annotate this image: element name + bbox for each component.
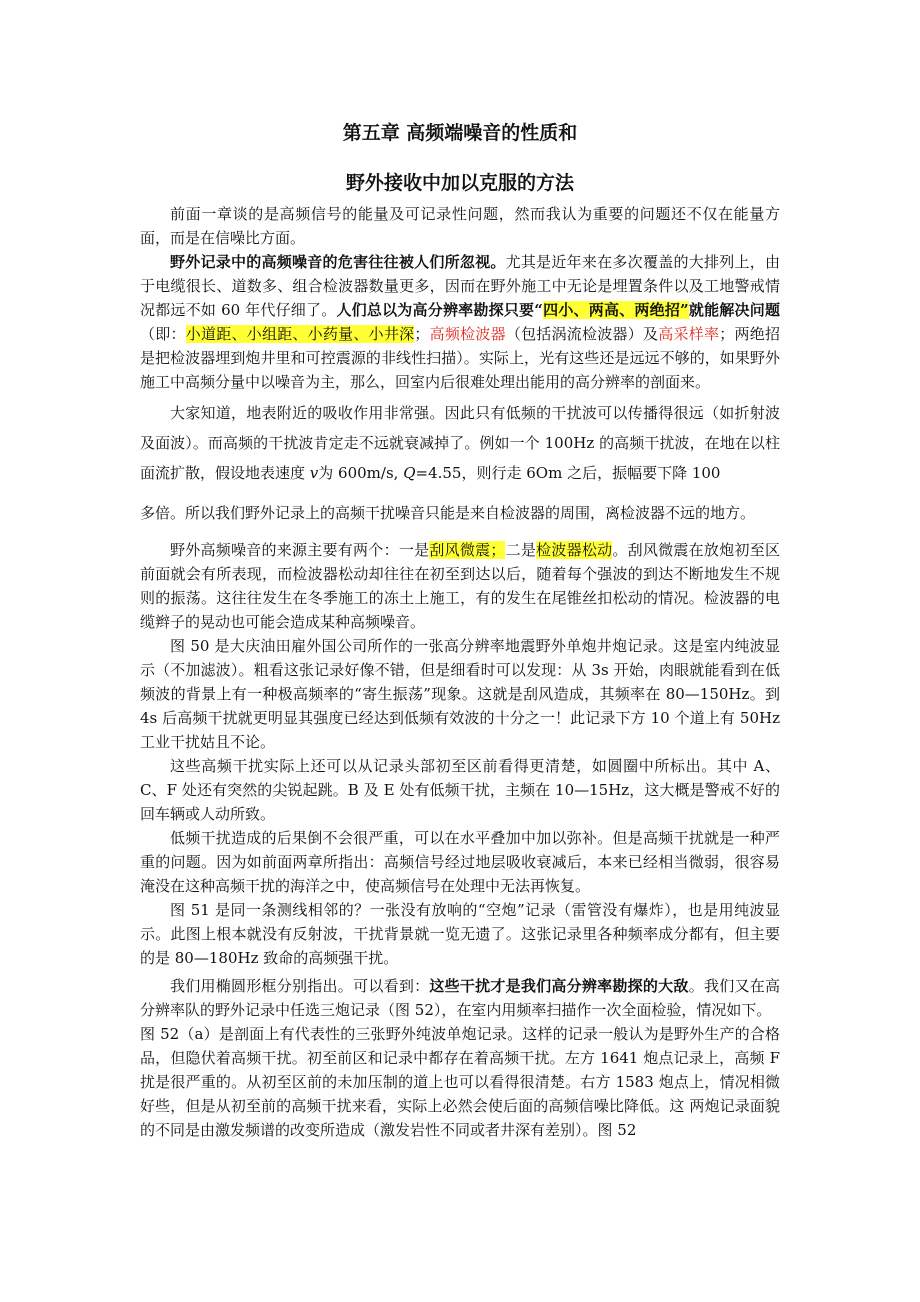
spacer [140,488,780,498]
p3-text-2: 为 600m/s, [318,464,404,482]
p9-text-2: 。我们又在高分辨率队的野外记录中任选三炮记录（图 52），在室内用频率扫描作一次全面检验，情况如下。 [140,977,780,1019]
paragraph-9 [140,974,780,1022]
p2-highlight-slogan: 四小、两高、两绝招” [542,301,689,319]
p2-bold-claim: 人们总以为高分辨率勘探只要“ [336,301,543,319]
p9-bold: 这些干扰才是我们高分辨率勘探的大敌 [429,977,689,995]
p4-text-3: 。刮风微震在放炮初至区前面就会有所表现，而检波器松动却往往在初至到达以后，随着每个强波的到达不断地发生不规则的振荡。这往往发生在冬季施工的冻土上施工，有的发生在尾锥丝扣松动的情况。检波器的电缆辫子的晃动也可能会造成某种高频噪音。 [140,541,780,631]
p4-text-1: 野外高频噪音的来源主要有两个：一是 [170,541,430,559]
paragraph-4 [140,538,780,634]
p2-text-1: 尤其是近年来在多次覆盖的大排列上，由于电缆很长、道数多、组合检波器数量更多，因而在野外施工中无论是埋置条件以及工地警戒情况都远不如 60 年代仔细了。 [140,253,780,319]
p2-text-5: ；两绝招是把检波器埋到炮井里和可控震源的非线性扫描）。实际上，光有这些还是远远不够的，如果野外施工中高频分量中以噪音为主，那么，回室内后很难处理出能用的高分辨率的剖面来。 [140,325,780,391]
p4-highlight-wind: 刮风微震； [429,541,506,559]
paragraph-2 [140,250,780,394]
p3-text-1: 大家知道，地表附近的吸收作用非常强。因此只有低频的干扰波可以传播得很远（如折射波及面波）。而高频的干扰波肯定走不远就衰减掉了。例如一个 100Hz 的高频干扰波，在地在以柱面流扩散，假设地表速度 [140,404,780,482]
p3-var-q: Q [403,464,416,482]
p2-bold-lead: 野外记录中的高频噪音的危害往往被人们所忽视。 [170,253,506,271]
p3-var-v: v [309,464,319,482]
paragraph-3-continued: 多倍。所以我们野外记录上的高频干扰噪音只能是来自检波器的周围，离检波器不远的地方。 [140,504,756,522]
paragraph-6: 这些高频干扰实际上还可以从记录头部初至区前看得更清楚，如圆圈中所标出。其中 A、C、F 处还有突然的尖锐起跳。B 及 E 处有低频干扰，主频在 10—15Hz，这大概是警戒不好的回车辆或人动所致。 [140,757,780,823]
p2-red-geophone: 高频检波器 [429,325,506,343]
p2-highlight-four-small: 小道距、小组距、小药量、小井深 [185,325,415,343]
p2-bold-claim-end: 就能解决问题 [688,301,780,319]
p2-text-4: （包括涡流检波器）及 [505,325,659,343]
paragraph-10: 图 52（a）是剖面上有代表性的三张野外纯波单炮记录。这样的记录一般认为是野外生产的合格品，但隐伏着高频干扰。初至前区和记录中都存在着高频干扰。左方 1641 炮点记录上，高频 F 扰是很严重的。从初至区前的未加压制的道上也可以看得很清楚。右方 1583 炮点上，情况相微好些，但是从初至前的高频干扰来看，实际上必然会使后面的高频信噪比降低。这 两炮记录面貌的不同是由激发频谱的改变所造成（激发岩性不同或者井深有差别）。图 52 [140,1025,780,1139]
paragraph-3 [140,398,780,488]
chapter-title-line1: 第五章 高频端噪音的性质和 [342,122,578,144]
spacer [140,528,780,538]
p2-text-3: ； [414,325,430,343]
p9-text-1: 我们用椭圆形框分别指出。可以看到： [170,977,430,995]
p4-text-2: 二是 [505,541,537,559]
p2-text-2: （即： [140,325,186,343]
p3-text-3: =4.55，则行走 6Om 之后，振幅要下降 100 [415,464,721,482]
chapter-title-line2: 野外接收中加以克服的方法 [345,172,574,194]
paragraph-8: 图 51 是同一条测线相邻的？一张没有放响的“空炮”记录（雷管没有爆炸），也是用纯波显示。此图上根本就没有反射波，干扰背景就一览无遗了。这张记录里各种频率成分都有，但主要的是 80—180Hz 致命的高频强干扰。 [140,901,780,967]
p4-highlight-loose-geophone: 检波器松动 [536,541,613,559]
paragraph-1: 前面一章谈的是高频信号的能量及可记录性问题，然而我认为重要的问题还不仅在能量方面，而是在信噪比方面。 [140,205,780,247]
paragraph-5: 图 50 是大庆油田雇外国公司所作的一张高分辨率地震野外单炮井炮记录。这是室内纯波显示（不加滤波）。粗看这张记录好像不错，但是细看时可以发现：从 3s 开始，肉眼就能看到在低频波的背景上有一种极高频率的“寄生振荡”现象。这就是刮风造成，其频率在 80—150Hz。到 4s 后高频干扰就更明显其强度已经达到低频有效波的十分之一！此记录下方 10 个道上有 50Hz 工业干扰姑且不论。 [140,637,780,751]
p2-red-sample-rate: 高采样率 [658,325,720,343]
paragraph-7: 低频干扰造成的后果倒不会很严重，可以在水平叠加中加以弥补。但是高频干扰就是一种严重的问题。因为如前面两章所指出：高频信号经过地层吸收衰减后，本来已经相当微弱，很容易淹没在这种高频干扰的海洋之中，使高频信号在处理中无法再恢复。 [140,829,780,895]
